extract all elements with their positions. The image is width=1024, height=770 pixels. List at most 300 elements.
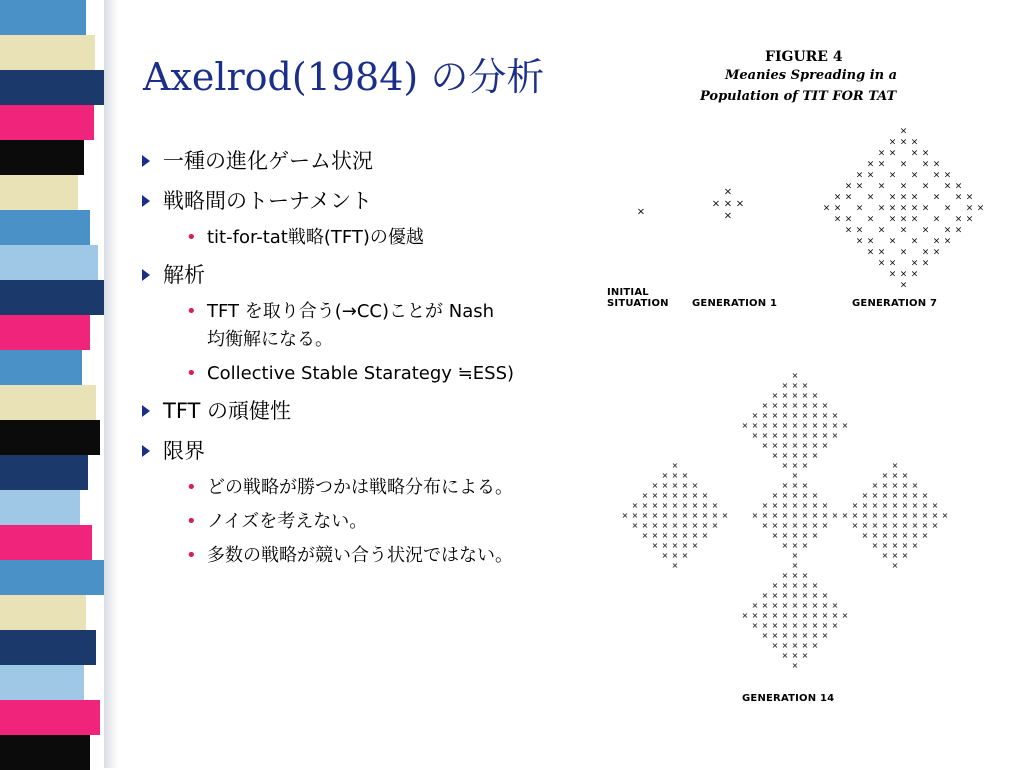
stripe-band bbox=[0, 210, 90, 245]
meanie-mark: × bbox=[801, 530, 809, 540]
meanie-mark: × bbox=[801, 430, 809, 440]
meanie-mark: × bbox=[723, 186, 733, 198]
meanie-mark: × bbox=[761, 500, 769, 510]
meanie-mark: × bbox=[651, 500, 659, 510]
meanie-mark: × bbox=[811, 620, 819, 630]
meanie-mark: × bbox=[811, 390, 819, 400]
meanie-mark: × bbox=[761, 420, 769, 430]
meanie-mark: × bbox=[781, 400, 789, 410]
meanie-mark: × bbox=[661, 540, 669, 550]
meanie-mark: × bbox=[899, 192, 908, 203]
meanie-mark: × bbox=[821, 400, 829, 410]
meanie-mark: × bbox=[888, 170, 897, 181]
meanie-mark: × bbox=[821, 500, 829, 510]
meanie-mark: × bbox=[821, 520, 829, 530]
sub-bullet-dot-icon: • bbox=[186, 545, 197, 566]
meanie-mark: × bbox=[954, 181, 963, 192]
meanie-mark: × bbox=[791, 470, 799, 480]
meanie-mark: × bbox=[821, 590, 829, 600]
meanie-mark: × bbox=[932, 214, 941, 225]
caption-generation-7: GENERATION 7 bbox=[852, 298, 938, 309]
meanie-mark: × bbox=[841, 610, 849, 620]
meanie-mark: × bbox=[891, 560, 899, 570]
meanie-mark: × bbox=[791, 550, 799, 560]
meanie-mark: × bbox=[910, 137, 919, 148]
sub-bullet-dot-icon: • bbox=[186, 301, 197, 322]
meanie-mark: × bbox=[721, 510, 729, 520]
sub-bullet-text: ノイズを考えない。 bbox=[207, 511, 368, 532]
meanie-mark: × bbox=[891, 500, 899, 510]
meanie-mark: × bbox=[801, 590, 809, 600]
meanie-mark: × bbox=[801, 580, 809, 590]
meanie-mark: × bbox=[801, 500, 809, 510]
meanie-mark: × bbox=[833, 214, 842, 225]
meanie-mark: × bbox=[861, 490, 869, 500]
meanie-mark: × bbox=[811, 440, 819, 450]
meanie-mark: × bbox=[932, 192, 941, 203]
meanie-mark: × bbox=[866, 159, 875, 170]
meanie-mark: × bbox=[671, 520, 679, 530]
meanie-mark: × bbox=[661, 470, 669, 480]
meanie-mark: × bbox=[781, 380, 789, 390]
meanie-mark: × bbox=[921, 181, 930, 192]
meanie-mark: × bbox=[861, 500, 869, 510]
meanie-mark: × bbox=[681, 500, 689, 510]
meanie-mark: × bbox=[821, 610, 829, 620]
stripe-band bbox=[0, 665, 84, 700]
meanie-mark: × bbox=[741, 420, 749, 430]
meanie-mark: × bbox=[910, 203, 919, 214]
meanie-mark: × bbox=[801, 540, 809, 550]
meanie-mark: × bbox=[641, 500, 649, 510]
meanie-mark: × bbox=[821, 420, 829, 430]
meanie-mark: × bbox=[751, 430, 759, 440]
meanie-mark: × bbox=[761, 410, 769, 420]
bullet-marker-icon bbox=[142, 195, 150, 207]
meanie-mark: × bbox=[761, 610, 769, 620]
meanie-mark: × bbox=[811, 510, 819, 520]
meanie-mark: × bbox=[821, 510, 829, 520]
meanie-mark: × bbox=[631, 510, 639, 520]
generation-1-grid bbox=[710, 185, 770, 235]
meanie-mark: × bbox=[791, 400, 799, 410]
meanie-mark: × bbox=[891, 520, 899, 530]
meanie-mark: × bbox=[888, 258, 897, 269]
meanie-mark: × bbox=[888, 137, 897, 148]
meanie-mark: × bbox=[671, 530, 679, 540]
meanie-mark: × bbox=[751, 620, 759, 630]
meanie-mark: × bbox=[911, 530, 919, 540]
meanie-mark: × bbox=[866, 170, 875, 181]
meanie-mark: × bbox=[801, 620, 809, 630]
meanie-mark: × bbox=[801, 640, 809, 650]
meanie-mark: × bbox=[921, 247, 930, 258]
meanie-mark: × bbox=[899, 214, 908, 225]
meanie-mark: × bbox=[791, 640, 799, 650]
meanie-mark: × bbox=[811, 520, 819, 530]
meanie-mark: × bbox=[861, 530, 869, 540]
meanie-mark: × bbox=[877, 181, 886, 192]
bullet-text: TFT の頑健性 bbox=[163, 399, 292, 423]
generation-7-grid bbox=[810, 125, 990, 291]
meanie-mark: × bbox=[811, 640, 819, 650]
meanie-mark: × bbox=[801, 410, 809, 420]
meanie-mark: × bbox=[831, 620, 839, 630]
stripe-band bbox=[0, 315, 90, 350]
meanie-mark: × bbox=[881, 480, 889, 490]
meanie-mark: × bbox=[871, 500, 879, 510]
meanie-mark: × bbox=[671, 500, 679, 510]
bullet-list bbox=[140, 146, 580, 578]
sub-bullet-text: tit-for-tat戦略(TFT)の優越 bbox=[207, 227, 424, 248]
meanie-mark: × bbox=[771, 620, 779, 630]
meanie-mark: × bbox=[811, 610, 819, 620]
meanie-mark: × bbox=[781, 480, 789, 490]
stripe-band bbox=[0, 560, 104, 595]
meanie-mark: × bbox=[671, 540, 679, 550]
meanie-mark: × bbox=[954, 225, 963, 236]
meanie-mark: × bbox=[631, 500, 639, 510]
meanie-mark: × bbox=[943, 203, 952, 214]
meanie-mark: × bbox=[681, 540, 689, 550]
meanie-mark: × bbox=[701, 510, 709, 520]
meanie-mark: × bbox=[781, 520, 789, 530]
figure-caption-line2: Population of TIT FOR TAT bbox=[700, 89, 897, 104]
meanie-mark: × bbox=[831, 610, 839, 620]
meanie-mark: × bbox=[781, 640, 789, 650]
meanie-mark: × bbox=[921, 203, 930, 214]
meanie-mark: × bbox=[723, 198, 733, 210]
stripe-band bbox=[0, 420, 100, 455]
meanie-mark: × bbox=[855, 236, 864, 247]
meanie-mark: × bbox=[791, 620, 799, 630]
meanie-mark: × bbox=[801, 510, 809, 520]
meanie-mark: × bbox=[781, 490, 789, 500]
meanie-mark: × bbox=[771, 510, 779, 520]
meanie-mark: × bbox=[771, 390, 779, 400]
meanie-mark: × bbox=[801, 450, 809, 460]
meanie-mark: × bbox=[701, 520, 709, 530]
meanie-mark: × bbox=[911, 500, 919, 510]
meanie-mark: × bbox=[751, 610, 759, 620]
meanie-mark: × bbox=[866, 214, 875, 225]
meanie-mark: × bbox=[871, 530, 879, 540]
meanie-mark: × bbox=[811, 630, 819, 640]
meanie-mark: × bbox=[866, 192, 875, 203]
meanie-mark: × bbox=[771, 430, 779, 440]
stripe-band bbox=[0, 525, 92, 560]
bullet-item bbox=[140, 436, 580, 466]
meanie-mark: × bbox=[921, 148, 930, 159]
meanie-mark: × bbox=[771, 420, 779, 430]
meanie-mark: × bbox=[811, 590, 819, 600]
meanie-mark: × bbox=[691, 530, 699, 540]
meanie-mark: × bbox=[661, 510, 669, 520]
meanie-mark: × bbox=[671, 490, 679, 500]
meanie-mark: × bbox=[711, 500, 719, 510]
meanie-mark: × bbox=[976, 203, 985, 214]
meanie-mark: × bbox=[691, 540, 699, 550]
meanie-mark: × bbox=[661, 480, 669, 490]
bullet-marker-icon bbox=[142, 445, 150, 457]
meanie-mark: × bbox=[899, 280, 908, 291]
meanie-mark: × bbox=[899, 269, 908, 280]
meanie-mark: × bbox=[877, 247, 886, 258]
meanie-mark: × bbox=[851, 520, 859, 530]
meanie-mark: × bbox=[932, 159, 941, 170]
meanie-mark: × bbox=[888, 214, 897, 225]
bullet-item bbox=[140, 146, 580, 176]
caption-initial-line2: SITUATION bbox=[607, 298, 669, 309]
meanie-mark: × bbox=[781, 590, 789, 600]
stripe-band bbox=[0, 280, 106, 315]
meanie-mark: × bbox=[781, 390, 789, 400]
meanie-mark: × bbox=[871, 540, 879, 550]
meanie-mark: × bbox=[871, 480, 879, 490]
meanie-mark: × bbox=[801, 650, 809, 660]
meanie-mark: × bbox=[921, 530, 929, 540]
meanie-mark: × bbox=[833, 203, 842, 214]
meanie-mark: × bbox=[791, 610, 799, 620]
meanie-mark: × bbox=[651, 540, 659, 550]
meanie-mark: × bbox=[771, 590, 779, 600]
meanie-mark: × bbox=[881, 550, 889, 560]
meanie-mark: × bbox=[881, 520, 889, 530]
bullet-marker-icon bbox=[142, 405, 150, 417]
meanie-mark: × bbox=[821, 620, 829, 630]
meanie-mark: × bbox=[811, 430, 819, 440]
meanie-mark: × bbox=[791, 660, 799, 670]
meanie-mark: × bbox=[910, 170, 919, 181]
meanie-mark: × bbox=[751, 510, 759, 520]
caption-generation-1: GENERATION 1 bbox=[692, 298, 778, 309]
meanie-mark: × bbox=[791, 580, 799, 590]
meanie-mark: × bbox=[821, 630, 829, 640]
meanie-mark: × bbox=[801, 610, 809, 620]
meanie-mark: × bbox=[910, 214, 919, 225]
meanie-mark: × bbox=[711, 510, 719, 520]
meanie-mark: × bbox=[877, 203, 886, 214]
sub-bullet-dot-icon: • bbox=[186, 477, 197, 498]
meanie-mark: × bbox=[791, 540, 799, 550]
meanie-mark: × bbox=[791, 590, 799, 600]
meanie-mark: × bbox=[901, 480, 909, 490]
meanie-mark: × bbox=[621, 510, 629, 520]
meanie-mark: × bbox=[943, 170, 952, 181]
meanie-mark: × bbox=[791, 430, 799, 440]
meanie-mark: × bbox=[781, 610, 789, 620]
meanie-mark: × bbox=[781, 530, 789, 540]
meanie-mark: × bbox=[771, 410, 779, 420]
meanie-mark: × bbox=[911, 480, 919, 490]
meanie-mark: × bbox=[891, 470, 899, 480]
meanie-mark: × bbox=[831, 600, 839, 610]
meanie-mark: × bbox=[771, 600, 779, 610]
meanie-mark: × bbox=[910, 258, 919, 269]
meanie-mark: × bbox=[791, 390, 799, 400]
meanie-mark: × bbox=[943, 181, 952, 192]
meanie-mark: × bbox=[891, 490, 899, 500]
meanie-mark: × bbox=[771, 530, 779, 540]
meanie-mark: × bbox=[901, 510, 909, 520]
meanie-mark: × bbox=[901, 520, 909, 530]
meanie-mark: × bbox=[931, 510, 939, 520]
meanie-mark: × bbox=[771, 440, 779, 450]
meanie-mark: × bbox=[822, 203, 831, 214]
meanie-mark: × bbox=[761, 440, 769, 450]
meanie-mark: × bbox=[771, 450, 779, 460]
sub-bullet-dot-icon: • bbox=[186, 511, 197, 532]
meanie-mark: × bbox=[791, 500, 799, 510]
meanie-mark: × bbox=[844, 181, 853, 192]
meanie-mark: × bbox=[901, 530, 909, 540]
meanie-mark: × bbox=[931, 500, 939, 510]
meanie-mark: × bbox=[811, 450, 819, 460]
bullet-text: 解析 bbox=[163, 263, 205, 287]
meanie-mark: × bbox=[899, 225, 908, 236]
meanie-mark: × bbox=[932, 170, 941, 181]
meanie-mark: × bbox=[821, 430, 829, 440]
meanie-mark: × bbox=[751, 420, 759, 430]
meanie-mark: × bbox=[901, 490, 909, 500]
meanie-mark: × bbox=[866, 236, 875, 247]
meanie-mark: × bbox=[681, 510, 689, 520]
meanie-mark: × bbox=[771, 500, 779, 510]
meanie-mark: × bbox=[681, 490, 689, 500]
meanie-mark: × bbox=[771, 610, 779, 620]
meanie-mark: × bbox=[899, 247, 908, 258]
stripe-band bbox=[0, 630, 96, 665]
meanie-mark: × bbox=[791, 460, 799, 470]
meanie-mark: × bbox=[761, 520, 769, 530]
meanie-mark: × bbox=[751, 410, 759, 420]
meanie-mark: × bbox=[761, 600, 769, 610]
meanie-mark: × bbox=[921, 258, 930, 269]
meanie-mark: × bbox=[781, 600, 789, 610]
meanie-mark: × bbox=[751, 600, 759, 610]
meanie-mark: × bbox=[891, 480, 899, 490]
meanie-mark: × bbox=[661, 550, 669, 560]
meanie-mark: × bbox=[844, 214, 853, 225]
meanie-mark: × bbox=[661, 500, 669, 510]
meanie-mark: × bbox=[877, 225, 886, 236]
meanie-mark: × bbox=[801, 420, 809, 430]
meanie-mark: × bbox=[761, 430, 769, 440]
meanie-mark: × bbox=[855, 181, 864, 192]
meanie-mark: × bbox=[831, 410, 839, 420]
meanie-mark: × bbox=[791, 420, 799, 430]
meanie-mark: × bbox=[671, 470, 679, 480]
meanie-mark: × bbox=[881, 490, 889, 500]
stripe-band bbox=[0, 455, 88, 490]
meanie-mark: × bbox=[651, 480, 659, 490]
meanie-mark: × bbox=[723, 210, 733, 222]
meanie-mark: × bbox=[932, 247, 941, 258]
meanie-mark: × bbox=[681, 530, 689, 540]
meanie-mark: × bbox=[711, 520, 719, 530]
bullet-text: 一種の進化ゲーム状況 bbox=[163, 149, 373, 173]
meanie-mark: × bbox=[844, 225, 853, 236]
meanie-mark: × bbox=[943, 236, 952, 247]
bullet-item bbox=[140, 396, 580, 426]
meanie-mark: × bbox=[855, 225, 864, 236]
meanie-mark: × bbox=[791, 600, 799, 610]
meanie-mark: × bbox=[631, 520, 639, 530]
meanie-mark: × bbox=[801, 380, 809, 390]
meanie-mark: × bbox=[899, 126, 908, 137]
sub-bullet-item bbox=[140, 542, 567, 570]
meanie-mark: × bbox=[910, 192, 919, 203]
meanie-mark: × bbox=[691, 480, 699, 490]
meanie-mark: × bbox=[821, 410, 829, 420]
meanie-mark: × bbox=[735, 198, 745, 210]
meanie-mark: × bbox=[781, 580, 789, 590]
meanie-mark: × bbox=[801, 400, 809, 410]
meanie-mark: × bbox=[641, 510, 649, 520]
meanie-mark: × bbox=[891, 550, 899, 560]
meanie-mark: × bbox=[841, 420, 849, 430]
meanie-mark: × bbox=[781, 540, 789, 550]
meanie-mark: × bbox=[921, 490, 929, 500]
meanie-mark: × bbox=[691, 490, 699, 500]
stripe-band bbox=[0, 175, 78, 210]
meanie-mark: × bbox=[965, 214, 974, 225]
meanie-mark: × bbox=[801, 570, 809, 580]
meanie-mark: × bbox=[881, 530, 889, 540]
meanie-mark: × bbox=[888, 236, 897, 247]
meanie-mark: × bbox=[910, 148, 919, 159]
meanie-mark: × bbox=[761, 590, 769, 600]
stripe-band bbox=[0, 700, 100, 735]
meanie-mark: × bbox=[651, 520, 659, 530]
meanie-mark: × bbox=[821, 440, 829, 450]
meanie-mark: × bbox=[888, 203, 897, 214]
meanie-mark: × bbox=[791, 480, 799, 490]
meanie-mark: × bbox=[844, 192, 853, 203]
meanie-mark: × bbox=[661, 520, 669, 530]
meanie-mark: × bbox=[651, 490, 659, 500]
meanie-mark: × bbox=[781, 440, 789, 450]
meanie-mark: × bbox=[671, 550, 679, 560]
meanie-mark: × bbox=[871, 510, 879, 520]
sub-bullet-item bbox=[140, 298, 507, 354]
meanie-mark: × bbox=[910, 236, 919, 247]
meanie-mark: × bbox=[881, 500, 889, 510]
meanie-mark: × bbox=[954, 214, 963, 225]
meanie-mark: × bbox=[871, 490, 879, 500]
sub-bullet-text: TFT を取り合う(→CC)ことが Nash 均衡解になる。 bbox=[207, 301, 495, 350]
meanie-mark: × bbox=[811, 530, 819, 540]
meanie-mark: × bbox=[701, 490, 709, 500]
stripe-band bbox=[0, 735, 90, 770]
sub-bullet-dot-icon: • bbox=[186, 363, 197, 384]
meanie-mark: × bbox=[701, 500, 709, 510]
meanie-mark: × bbox=[833, 192, 842, 203]
meanie-mark: × bbox=[899, 203, 908, 214]
meanie-mark: × bbox=[771, 580, 779, 590]
decorative-stripe-bar bbox=[0, 0, 118, 768]
meanie-mark: × bbox=[888, 192, 897, 203]
slide-title: Axelrod(1984) の分析 bbox=[143, 55, 545, 99]
meanie-mark: × bbox=[901, 470, 909, 480]
meanie-mark: × bbox=[761, 510, 769, 520]
meanie-mark: × bbox=[791, 570, 799, 580]
meanie-mark: × bbox=[791, 630, 799, 640]
meanie-mark: × bbox=[691, 510, 699, 520]
meanie-mark: × bbox=[877, 159, 886, 170]
meanie-mark: × bbox=[899, 137, 908, 148]
meanie-mark: × bbox=[741, 610, 749, 620]
